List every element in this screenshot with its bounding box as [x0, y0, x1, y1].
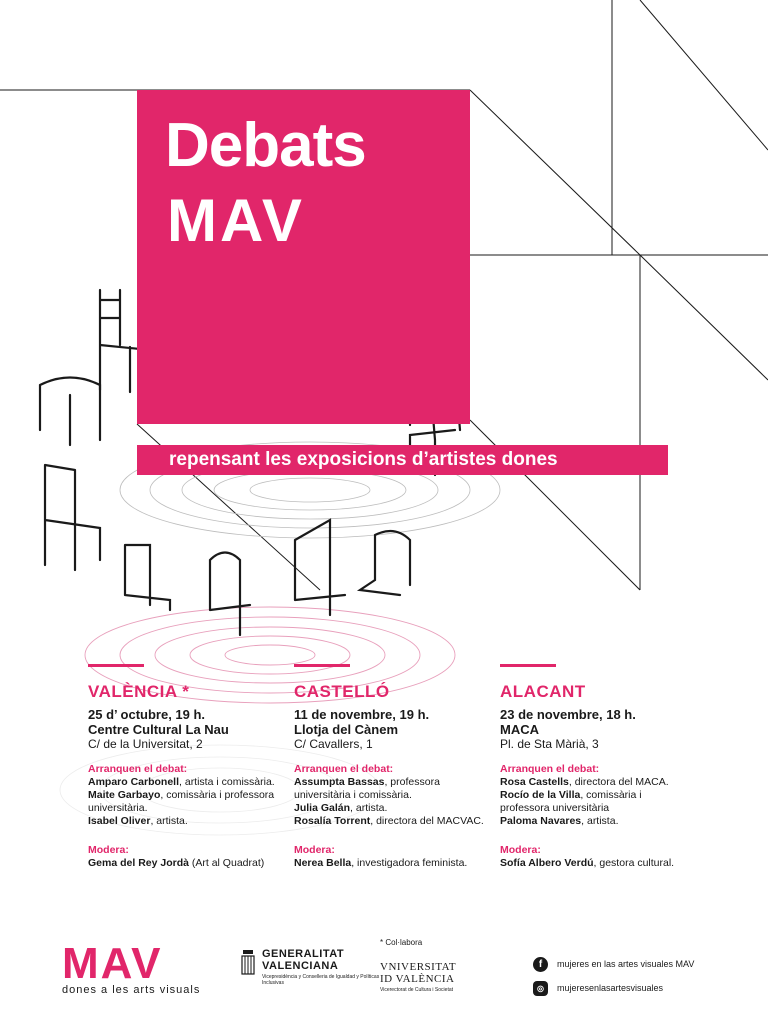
uv-subtitle: Vicerectorat de Cultura i Societat — [380, 987, 454, 993]
event-address: Pl. de Sta Màrià, 3 — [500, 737, 599, 751]
event-address: C/ Cavallers, 1 — [294, 737, 373, 751]
mav-logo-subtitle: dones a les arts visuals — [62, 984, 201, 996]
moderator: Nerea Bella, investigadora feminista. — [294, 857, 468, 869]
speaker: Maite Garbayo, comissària i professora universitària. — [88, 789, 275, 814]
event-date: 23 de novembre, 18 h. — [500, 707, 636, 722]
colabora-label: * Col·labora — [380, 938, 423, 947]
generalitat-logo — [240, 948, 380, 986]
speaker: Paloma Navares, artista. — [500, 815, 619, 827]
event-date: 25 d’ octubre, 19 h. — [88, 707, 206, 722]
accent-bar — [294, 664, 350, 667]
tagline-banner: repensant les exposicions d’artistes dones — [137, 445, 668, 475]
gv-name-line1: GENERALITAT — [262, 948, 345, 960]
city-heading: ALACANT — [500, 682, 586, 701]
universitat-logo — [380, 938, 530, 993]
event-date: 11 de novembre, 19 h. — [294, 707, 430, 722]
accent-bar — [88, 664, 144, 667]
moderator: Gema del Rey Jordà (Art al Quadrat) — [88, 857, 265, 869]
instagram-label: mujeresenlasartesvisuales — [557, 983, 664, 993]
moderator-heading: Modera: — [88, 844, 129, 856]
facebook-label: mujeres en las artes visuales MAV — [557, 959, 695, 969]
instagram-icon: ◎ — [533, 981, 548, 996]
speaker: Rosalía Torrent, directora del MACVAC. — [294, 815, 484, 827]
social-links — [533, 955, 694, 1003]
coat-of-arms-icon — [240, 948, 256, 982]
event-column-valencia — [88, 664, 278, 870]
gv-name-line2: VALENCIANA — [262, 960, 339, 972]
instagram-link[interactable] — [533, 979, 694, 997]
moderator-heading: Modera: — [294, 844, 335, 856]
title-mav: MAV — [167, 187, 305, 254]
mav-logo-text: MAV — [62, 939, 163, 988]
facebook-icon: f — [533, 957, 548, 972]
event-venue: MACA — [500, 722, 539, 737]
moderator: Sofía Albero Verdú, gestora cultural. — [500, 857, 675, 869]
uv-name-line2: ID VALÈNCIA — [380, 973, 455, 985]
event-column-alacant — [500, 664, 690, 870]
mav-logo — [62, 939, 201, 996]
title-debats: Debats — [165, 111, 366, 180]
city-heading: CASTELLÓ — [294, 682, 390, 701]
debate-heading: Arranquen el debat: — [500, 763, 600, 775]
event-venue: Centre Cultural La Nau — [88, 722, 229, 737]
speaker: Julia Galán, artista. — [294, 802, 388, 814]
accent-bar — [500, 664, 556, 667]
uv-name-line1: VNIVERSITAT — [380, 961, 457, 973]
moderator-heading: Modera: — [500, 844, 541, 856]
debate-heading: Arranquen el debat: — [294, 763, 394, 775]
gv-subtitle: Vicepresidència y Conselleria de Igualdad y Políticas Inclusivas — [262, 974, 380, 986]
event-venue: Llotja del Cànem — [294, 722, 399, 737]
speaker: Amparo Carbonell, artista i comissària. — [88, 776, 275, 788]
title-box — [137, 90, 470, 424]
city-heading: VALÈNCIA * — [88, 682, 190, 701]
event-address: C/ de la Universitat, 2 — [88, 737, 203, 751]
speaker: Assumpta Bassas, professora universitària i comissària. — [294, 776, 440, 801]
event-column-castello — [294, 664, 484, 870]
speaker: Isabel Oliver, artista. — [88, 815, 188, 827]
speaker: Rosa Castells, directora del MACA. — [500, 776, 669, 788]
speaker: Rocío de la Villa, comissària i professora universitària — [500, 789, 642, 814]
facebook-link[interactable] — [533, 955, 694, 973]
debate-heading: Arranquen el debat: — [88, 763, 188, 775]
